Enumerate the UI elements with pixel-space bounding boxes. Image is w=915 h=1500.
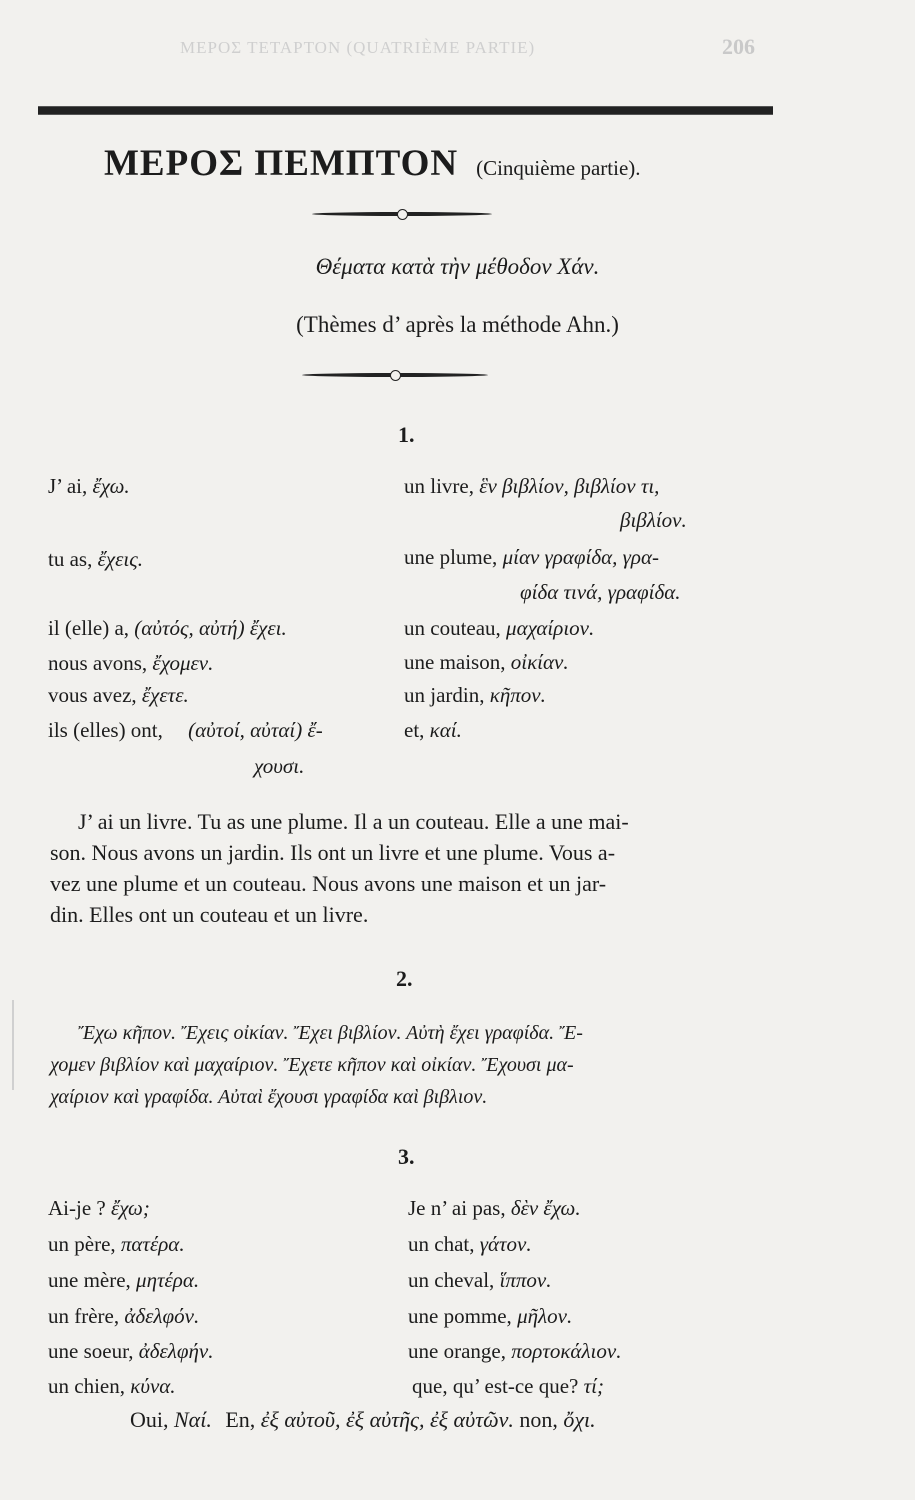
greek-term: ἔχεις. [97, 547, 143, 571]
ornament-rule [312, 212, 492, 216]
greek-term: μητέρα. [136, 1268, 200, 1292]
section-number: 1. [398, 422, 415, 447]
part-title-greek: ΜΕΡΟΣ ΠΕΜΠΤΟΝ [104, 143, 459, 184]
greek-term: ἵππον. [499, 1268, 552, 1292]
greek-term: μαχαίριον. [506, 616, 595, 640]
greek-term: ἔχω. [92, 474, 130, 498]
french-term: Ai-je ? [48, 1196, 106, 1220]
vocab-entry [408, 1304, 572, 1329]
greek-term: ἔχετε. [141, 683, 189, 707]
page-edge-mark [12, 1000, 14, 1090]
greek-term: ὄχι. [563, 1407, 596, 1432]
french-term: un père, [48, 1232, 116, 1256]
greek-term: δὲν ἔχω. [510, 1196, 581, 1220]
paragraph-line: J’ ai un livre. Tu as une plume. Il a un couteau. Elle a une mai- [78, 809, 629, 834]
header-rule [38, 106, 773, 115]
vocab-entry [48, 474, 130, 499]
greek-term: ἀδελφήν. [138, 1339, 214, 1363]
french-term: un cheval, [408, 1268, 495, 1292]
vocab-entry [48, 1196, 150, 1221]
paragraph-line: Ἔχω κῆπον. Ἔχεις οἰκίαν. Ἔχει βιβλίον. Αὐτὴ ἔχει γραφίδα. Ἔ- [78, 1022, 583, 1044]
vocab-entry-continuation [520, 580, 681, 605]
vocab-entry [408, 1196, 581, 1221]
greek-term: (αὐτοί, αὐταί) ἔ- [188, 718, 323, 742]
part-title-french: (Cinquième partie). [476, 156, 641, 180]
bleed-through-running-title: ΜΕΡΟΣ ΤΕΤΑΡΤΟΝ (QUATRIÈME PARTIE) [180, 38, 536, 57]
french-term: une mère, [48, 1268, 131, 1292]
paragraph-line: din. Elles ont un couteau et un livre. [50, 902, 369, 927]
subtitle-greek: Θέματα κατὰ τὴν μέθοδον Χάν. [315, 254, 600, 279]
vocab-entry [48, 1232, 185, 1257]
french-term: En, [225, 1407, 256, 1432]
vocab-entry [48, 616, 287, 641]
french-term: une soeur, [48, 1339, 134, 1363]
vocab-entry [48, 651, 213, 676]
part-heading [104, 142, 641, 185]
french-term: non, [519, 1407, 558, 1432]
greek-term: κύνα. [130, 1374, 176, 1398]
greek-term: γάτον. [479, 1232, 532, 1256]
paragraph-line: χομεν βιβλίον καὶ μαχαίριον. Ἔχετε κῆπον καὶ οἰκίαν. Ἔχουσι μα- [50, 1054, 574, 1076]
greek-term: μῆλον. [517, 1304, 573, 1328]
french-term: vous avez, [48, 683, 137, 707]
vocab-entry [48, 1339, 213, 1364]
french-term: un jardin, [404, 683, 485, 707]
vocab-entry-continuation [254, 754, 304, 779]
vocab-entry [48, 1374, 176, 1399]
vocab-entry [48, 547, 143, 572]
greek-term: (αὐτός, αὐτή) ἔχει. [134, 616, 287, 640]
french-term: une plume, [404, 545, 498, 569]
greek-term: καί. [429, 718, 462, 742]
vocab-entry [48, 683, 189, 708]
paragraph-line: χαίριον καὶ γραφίδα. Αὐταὶ ἔχουσι γραφίδα καὶ βιβλιον. [50, 1086, 488, 1108]
bleed-through-page-number: 206 [722, 34, 755, 59]
vocab-entry [412, 1374, 604, 1399]
greek-term: χουσι. [254, 754, 305, 778]
vocab-entry [48, 718, 323, 743]
section-number: 3. [398, 1144, 415, 1169]
paragraph-line: vez une plume et un couteau. Nous avons une maison et un jar- [50, 871, 607, 896]
greek-term: τί; [583, 1374, 604, 1398]
subtitle-french: (Thèmes d’ après la méthode Ahn.) [296, 312, 619, 337]
french-term: une orange, [408, 1339, 506, 1363]
french-term: un chien, [48, 1374, 125, 1398]
vocab-entry [48, 1268, 199, 1293]
french-term: et, [404, 718, 425, 742]
french-term: J’ ai, [48, 474, 88, 498]
vocab-entry [404, 616, 594, 641]
vocab-entry [404, 545, 659, 570]
greek-term: ἓν βιβλίον, βιβλίον τι, [479, 474, 660, 498]
vocab-entry [404, 474, 659, 499]
paragraph-line: son. Nous avons un jardin. Ils ont un livre et une plume. Vous a- [50, 840, 616, 865]
vocab-final-line [130, 1407, 596, 1433]
french-term: que, qu’ est-ce que? [412, 1374, 579, 1398]
greek-term: ἀδελφόν. [124, 1304, 200, 1328]
greek-term: φίδα τινά, γραφίδα. [520, 580, 681, 604]
french-term: Oui, [130, 1407, 169, 1432]
greek-term: κῆπον. [489, 683, 546, 707]
greek-term: μίαν γραφίδα, γρα- [502, 545, 660, 569]
vocab-entry [404, 683, 546, 708]
vocab-entry-continuation [620, 508, 687, 533]
vocab-entry [408, 1339, 621, 1364]
french-term: il (elle) a, [48, 616, 130, 640]
ornament-rule [302, 373, 488, 377]
french-term: nous avons, [48, 651, 148, 675]
french-term: un frère, [48, 1304, 120, 1328]
vocab-entry [404, 650, 569, 675]
french-term: une maison, [404, 650, 506, 674]
french-term: Je n’ ai pas, [408, 1196, 506, 1220]
vocab-entry [408, 1268, 552, 1293]
french-term: un chat, [408, 1232, 475, 1256]
greek-term: ἐξ αὐτοῦ, ἐξ αὐτῆς, ἐξ αὐτῶν. [260, 1407, 514, 1432]
greek-term: οἰκίαν. [510, 650, 569, 674]
greek-term: βιβλίον. [620, 508, 687, 532]
french-term: une pomme, [408, 1304, 512, 1328]
french-term: tu as, [48, 547, 93, 571]
vocab-entry [404, 718, 462, 743]
greek-term: ἔχω; [110, 1196, 150, 1220]
exercise-paragraph-french [50, 806, 762, 930]
vocab-entry [408, 1232, 532, 1257]
vocab-entry [48, 1304, 199, 1329]
exercise-paragraph-greek [50, 1017, 762, 1113]
greek-term: πορτοκάλιον. [511, 1339, 622, 1363]
greek-term: ἔχομεν. [152, 651, 214, 675]
greek-term: Ναί. [174, 1407, 212, 1432]
section-number: 2. [396, 966, 413, 991]
french-term: un livre, [404, 474, 474, 498]
french-term: ils (elles) ont, [48, 718, 163, 742]
greek-term: πατέρα. [120, 1232, 185, 1256]
french-term: un couteau, [404, 616, 501, 640]
